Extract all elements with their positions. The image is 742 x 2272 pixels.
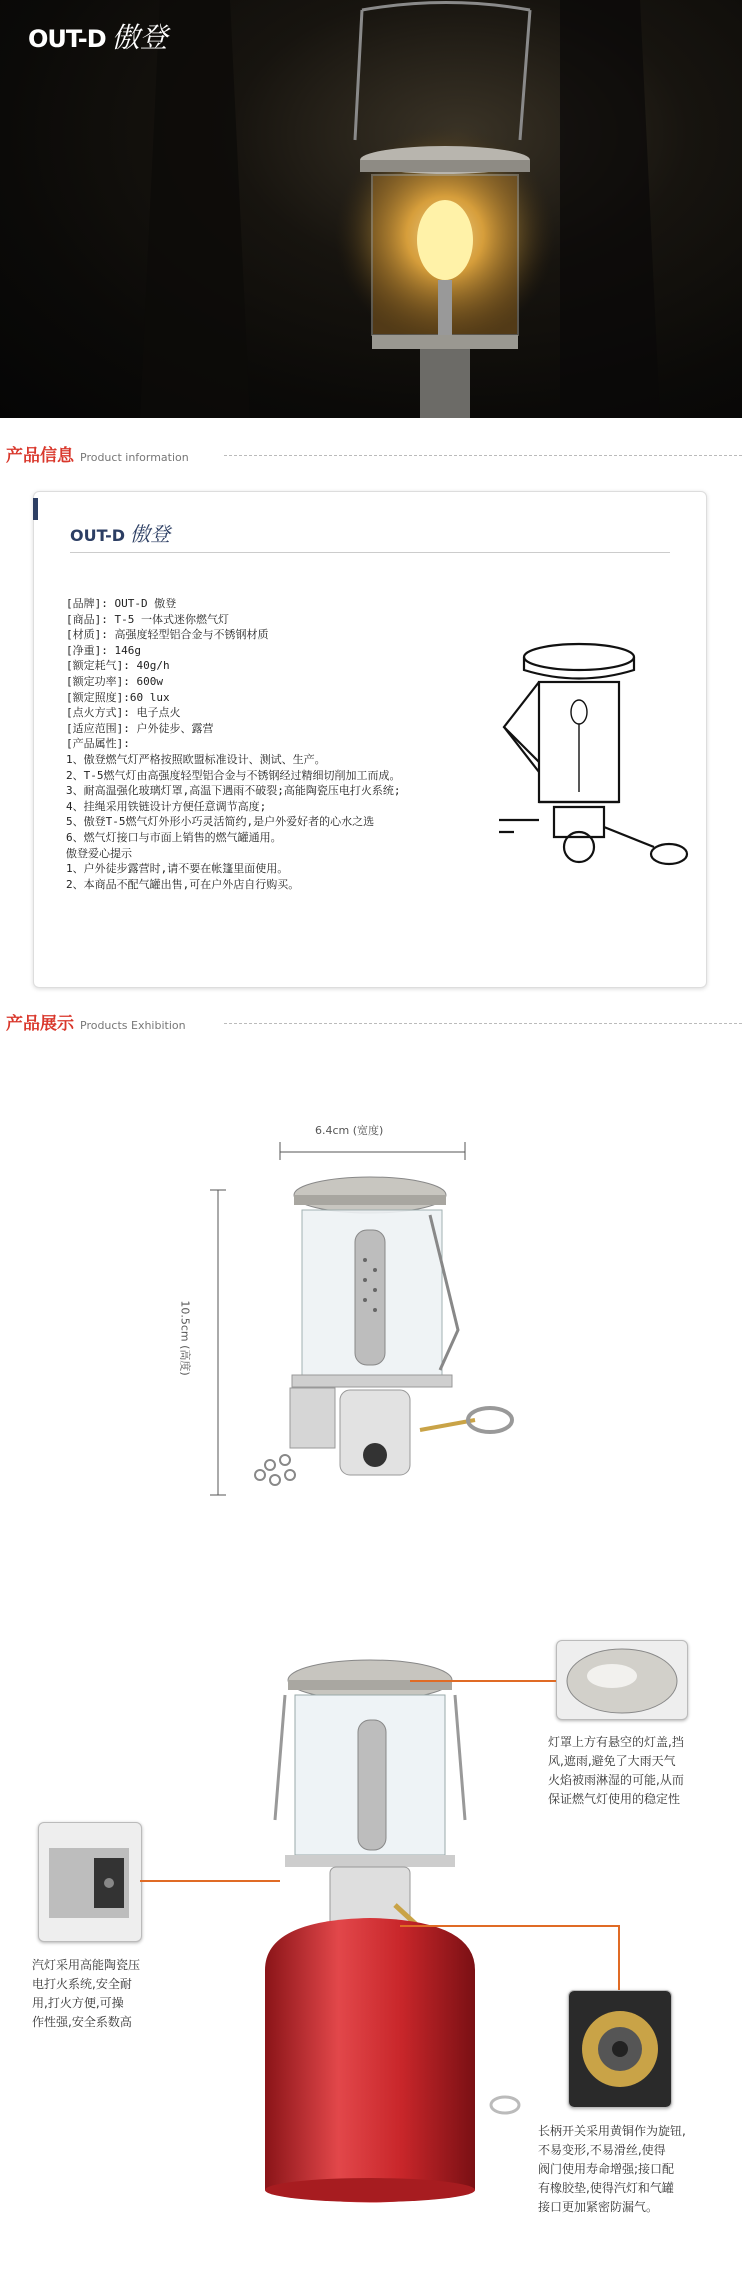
- spec-line: 1、傲登燃气灯严格按照欧盟标准设计、测试、生产。: [66, 752, 326, 766]
- valve-detail-thumbnail: [568, 1990, 672, 2108]
- spec-line: [额定功率]: 600w: [66, 674, 163, 688]
- callout-line: [400, 1925, 620, 1927]
- spec-line: 6、燃气灯接口与市面上销售的燃气罐通用。: [66, 830, 282, 844]
- spec-line: 4、挂绳采用铁链设计方便任意调节高度;: [66, 799, 267, 813]
- dimension-figure: [178, 1120, 550, 1540]
- valve-detail-image: [569, 1991, 671, 2107]
- product-with-canister: [175, 1650, 575, 2210]
- callout-igniter: [32, 1956, 162, 2032]
- callout-line-text: 作性强,安全系数高: [32, 2015, 132, 2029]
- spec-line: [额定照度]:60 lux: [66, 690, 170, 704]
- section-title-cn: 产品展示: [6, 1014, 74, 1034]
- callout-lid: [548, 1733, 723, 1809]
- callout-line-text: 灯罩上方有悬空的灯盖,挡: [548, 1735, 684, 1749]
- callout-line-text: 保证燃气灯使用的稳定性: [548, 1792, 681, 1806]
- card-divider: [70, 552, 670, 553]
- spec-line: 傲登爱心提示: [66, 846, 132, 860]
- spec-line: [产品属性]:: [66, 737, 130, 751]
- spec-line: 1、户外徒步露营时,请不要在帐篷里面使用。: [66, 862, 289, 876]
- igniter-detail-image: [39, 1823, 141, 1941]
- igniter-detail-thumbnail: [38, 1822, 142, 1942]
- card-accent-bar: [33, 498, 38, 520]
- spec-line: [适应范围]: 户外徒步、露营: [66, 721, 214, 735]
- spec-line: 5、傲登T-5燃气灯外形小巧灵活简约,是户外爱好者的心水之选: [66, 815, 375, 829]
- section-header-info: [6, 441, 742, 467]
- callout-line-text: 接口更加紧密防漏气。: [538, 2200, 659, 2214]
- brand-logo: [28, 16, 168, 56]
- spec-line: [材质]: 高强度轻型铝合金与不锈钢材质: [66, 628, 269, 642]
- card-logo-text: OUT-D: [70, 526, 126, 545]
- section-title-en: Products Exhibition: [80, 1019, 186, 1032]
- hero-lantern-illustration: [0, 0, 742, 418]
- callout-line-text: 长柄开关采用黄铜作为旋钮,: [538, 2124, 686, 2138]
- callout-line: [410, 1680, 556, 1682]
- callout-line-text: 用,打火方便,可操: [32, 1996, 124, 2010]
- spec-line: [额定耗气]: 40g/h: [66, 659, 170, 673]
- brand-logo-cn: 傲登: [111, 21, 168, 54]
- section-title-cn: 产品信息: [6, 446, 74, 466]
- callout-line-text: 阀门使用寿命增强;接口配: [538, 2162, 675, 2176]
- spec-line: [品牌]: OUT-D 傲登: [66, 597, 177, 610]
- lantern-sketch-illustration: [499, 642, 694, 882]
- spec-line: 2、本商品不配气罐出售,可在户外店自行购买。: [66, 877, 300, 891]
- width-label: 6.4cm (宽度): [315, 1124, 384, 1137]
- section-title-en: Product information: [80, 451, 189, 464]
- spec-line: [商品]: T-5 一体式迷你燃气灯: [66, 612, 229, 626]
- callout-line-text: 汽灯采用高能陶瓷压: [32, 1958, 141, 1972]
- section-divider: [224, 455, 742, 456]
- canister-lantern-illustration: [175, 1650, 575, 2210]
- height-label: 10.5cm (高度): [178, 1300, 192, 1376]
- hero-banner: [0, 0, 742, 418]
- callout-line-text: 电打火系统,安全耐: [32, 1977, 132, 1991]
- card-logo-cn: 傲登: [130, 522, 171, 546]
- callout-line-text: 风,遮雨,避免了大雨天气: [548, 1754, 676, 1768]
- spec-line: 3、耐高温强化玻璃灯罩,高温下遇雨不破裂;高能陶瓷压电打火系统;: [66, 784, 401, 798]
- spec-line: 2、T-5燃气灯由高强度轻型铝合金与不锈钢经过精细切削加工而成。: [66, 768, 401, 782]
- callout-valve: [538, 2122, 728, 2217]
- callout-line-text: 火焰被雨淋湿的可能,从而: [548, 1773, 684, 1787]
- callout-line-text: 有橡胶垫,使得汽灯和气罐: [538, 2181, 674, 2195]
- lid-detail-image: [557, 1641, 687, 1719]
- section-divider: [224, 1023, 742, 1024]
- brand-logo-text: OUT-D: [28, 25, 106, 53]
- callout-line-text: 不易变形,不易滑丝,使得: [538, 2143, 666, 2157]
- lid-detail-thumbnail: [556, 1640, 688, 1720]
- callout-line: [618, 1925, 620, 1990]
- dimension-lantern-illustration: [190, 1120, 550, 1540]
- callout-line: [140, 1880, 280, 1882]
- product-info-card: [33, 491, 707, 988]
- section-header-products: [6, 1009, 742, 1035]
- spec-line: [净重]: 146g: [66, 643, 141, 657]
- spec-line: [点火方式]: 电子点火: [66, 706, 181, 720]
- card-logo: [70, 518, 170, 547]
